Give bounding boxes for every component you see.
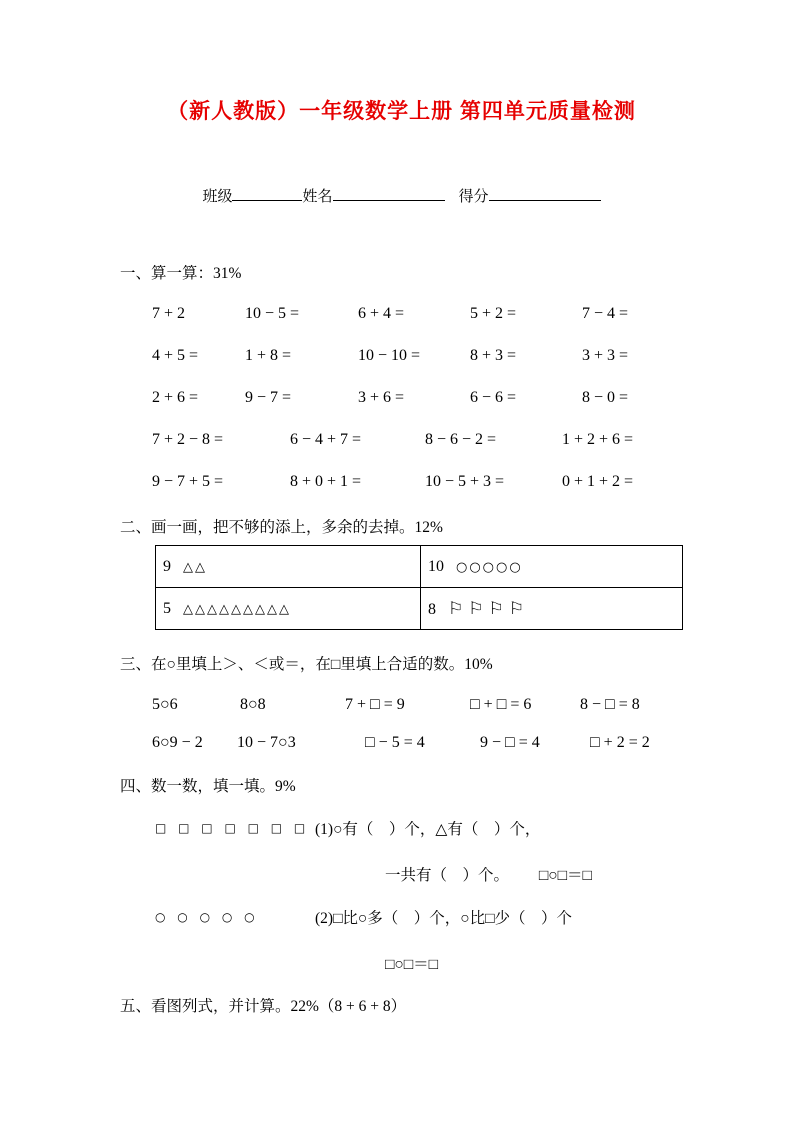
- circle-shapes: ○ ○ ○ ○ ○: [155, 910, 259, 924]
- calc-item: 7 + 2 − 8 =: [152, 431, 224, 448]
- calc-row: [120, 389, 683, 407]
- calc-item: 2 + 6 =: [152, 389, 199, 406]
- calc-item: 10 − 5 + 3 =: [425, 473, 505, 490]
- table-row: [156, 546, 683, 588]
- equation-template: □○□＝□: [385, 956, 438, 973]
- compare-item: 8○8: [240, 696, 266, 713]
- calc-row: [120, 305, 683, 323]
- cell-number: 9: [163, 557, 171, 575]
- section-heading: 三、在○里填上＞、＜或＝，在□里填上合适的数。10%: [120, 656, 493, 673]
- table-cell: [156, 588, 421, 630]
- calc-row: [120, 347, 683, 365]
- calc-item: 9 − 7 + 5 =: [152, 473, 224, 490]
- compare-item: 7 + □ = 9: [345, 696, 405, 713]
- calc-item: 5 + 2 =: [470, 305, 517, 322]
- calc-item: 6 − 4 + 7 =: [290, 431, 362, 448]
- table-cell: [156, 546, 421, 588]
- section-compare: [120, 652, 683, 752]
- calc-item: 9 − 7 =: [245, 389, 292, 406]
- section-heading: 二、画一画，把不够的添上，多余的去掉。12%: [120, 519, 443, 536]
- compare-item: 5○6: [152, 696, 178, 713]
- class-blank: [232, 186, 302, 201]
- calc-item: 7 + 2: [152, 305, 186, 322]
- table-cell: [421, 546, 683, 588]
- calc-item: 8 + 0 + 1 =: [290, 473, 362, 490]
- count-question-1: (1)○有（ ）个，△有（ ）个，: [315, 821, 541, 838]
- section-draw: [120, 515, 683, 630]
- calc-item: 3 + 3 =: [582, 347, 629, 364]
- count-question-1b: 一共有（ ）个。: [385, 867, 510, 884]
- compare-item: □ + 2 = 2: [590, 734, 650, 751]
- square-shapes: □ □ □ □ □ □ □: [155, 821, 310, 835]
- calc-item: 10 − 10 =: [358, 347, 421, 364]
- cell-number: 8: [428, 600, 436, 618]
- section-count: [120, 774, 683, 974]
- compare-item: □ + □ = 6: [470, 696, 532, 713]
- triangle-shapes: △△△△△△△△△: [183, 601, 291, 617]
- calc-item: 0 + 1 + 2 =: [562, 473, 634, 490]
- circle-shapes: ○○○○○: [456, 559, 523, 575]
- draw-table: [155, 545, 683, 630]
- equation-template: □○□＝□: [538, 867, 592, 884]
- name-blank: [333, 186, 445, 201]
- table-row: [156, 588, 683, 630]
- section-heading: 一、算一算：31%: [120, 265, 242, 282]
- calc-rows: [120, 305, 683, 491]
- section-picture-equation: [120, 994, 683, 1016]
- name-label: 姓名: [302, 189, 333, 205]
- calc-item: 6 − 6 =: [470, 389, 517, 406]
- compare-row: [120, 696, 683, 714]
- calc-row: [120, 473, 683, 491]
- calc-row: [120, 431, 683, 449]
- compare-item: 6○9 − 2: [152, 734, 203, 751]
- calc-item: 10 − 5 =: [245, 305, 300, 322]
- calc-item: 7 − 4 =: [582, 305, 629, 322]
- section-heading: 五、看图列式，并计算。22%（8 + 6 + 8）: [120, 998, 407, 1015]
- table-cell: [421, 588, 683, 630]
- calc-item: 8 + 3 =: [470, 347, 517, 364]
- calc-item: 4 + 5 =: [152, 347, 199, 364]
- student-info-line: [120, 185, 683, 206]
- section-heading: 四、数一数，填一填。9%: [120, 778, 296, 795]
- compare-item: 8 − □ = 8: [580, 696, 640, 713]
- cell-number: 10: [428, 557, 444, 575]
- compare-item: 9 − □ = 4: [480, 734, 540, 751]
- count-line-1b: [120, 863, 683, 885]
- class-label: 班级: [202, 189, 233, 205]
- count-line-2b: [120, 952, 683, 974]
- compare-item: 10 − 7○3: [237, 734, 296, 751]
- count-line-1: [120, 817, 683, 839]
- triangle-shapes: △△: [183, 559, 207, 575]
- cell-number: 5: [163, 599, 171, 617]
- calc-item: 3 + 6 =: [358, 389, 405, 406]
- calc-item: 8 − 6 − 2 =: [425, 431, 497, 448]
- worksheet-content: [0, 95, 793, 1016]
- compare-row: [120, 734, 683, 752]
- flag-shapes: ⚐⚐⚐⚐: [448, 598, 529, 619]
- calc-item: 1 + 2 + 6 =: [562, 431, 634, 448]
- section-calculate: [120, 261, 683, 491]
- score-label: 得分: [458, 189, 489, 205]
- calc-item: 6 + 4 =: [358, 305, 405, 322]
- calc-item: 1 + 8 =: [245, 347, 292, 364]
- score-blank: [489, 186, 601, 201]
- count-question-2: (2)□比○多（ ）个，○比□少（ ）个: [315, 910, 573, 927]
- count-line-2: [120, 906, 683, 928]
- compare-item: □ − 5 = 4: [365, 734, 425, 751]
- page-title: （新人教版）一年级数学上册 第四单元质量检测: [167, 100, 636, 123]
- calc-item: 8 − 0 =: [582, 389, 629, 406]
